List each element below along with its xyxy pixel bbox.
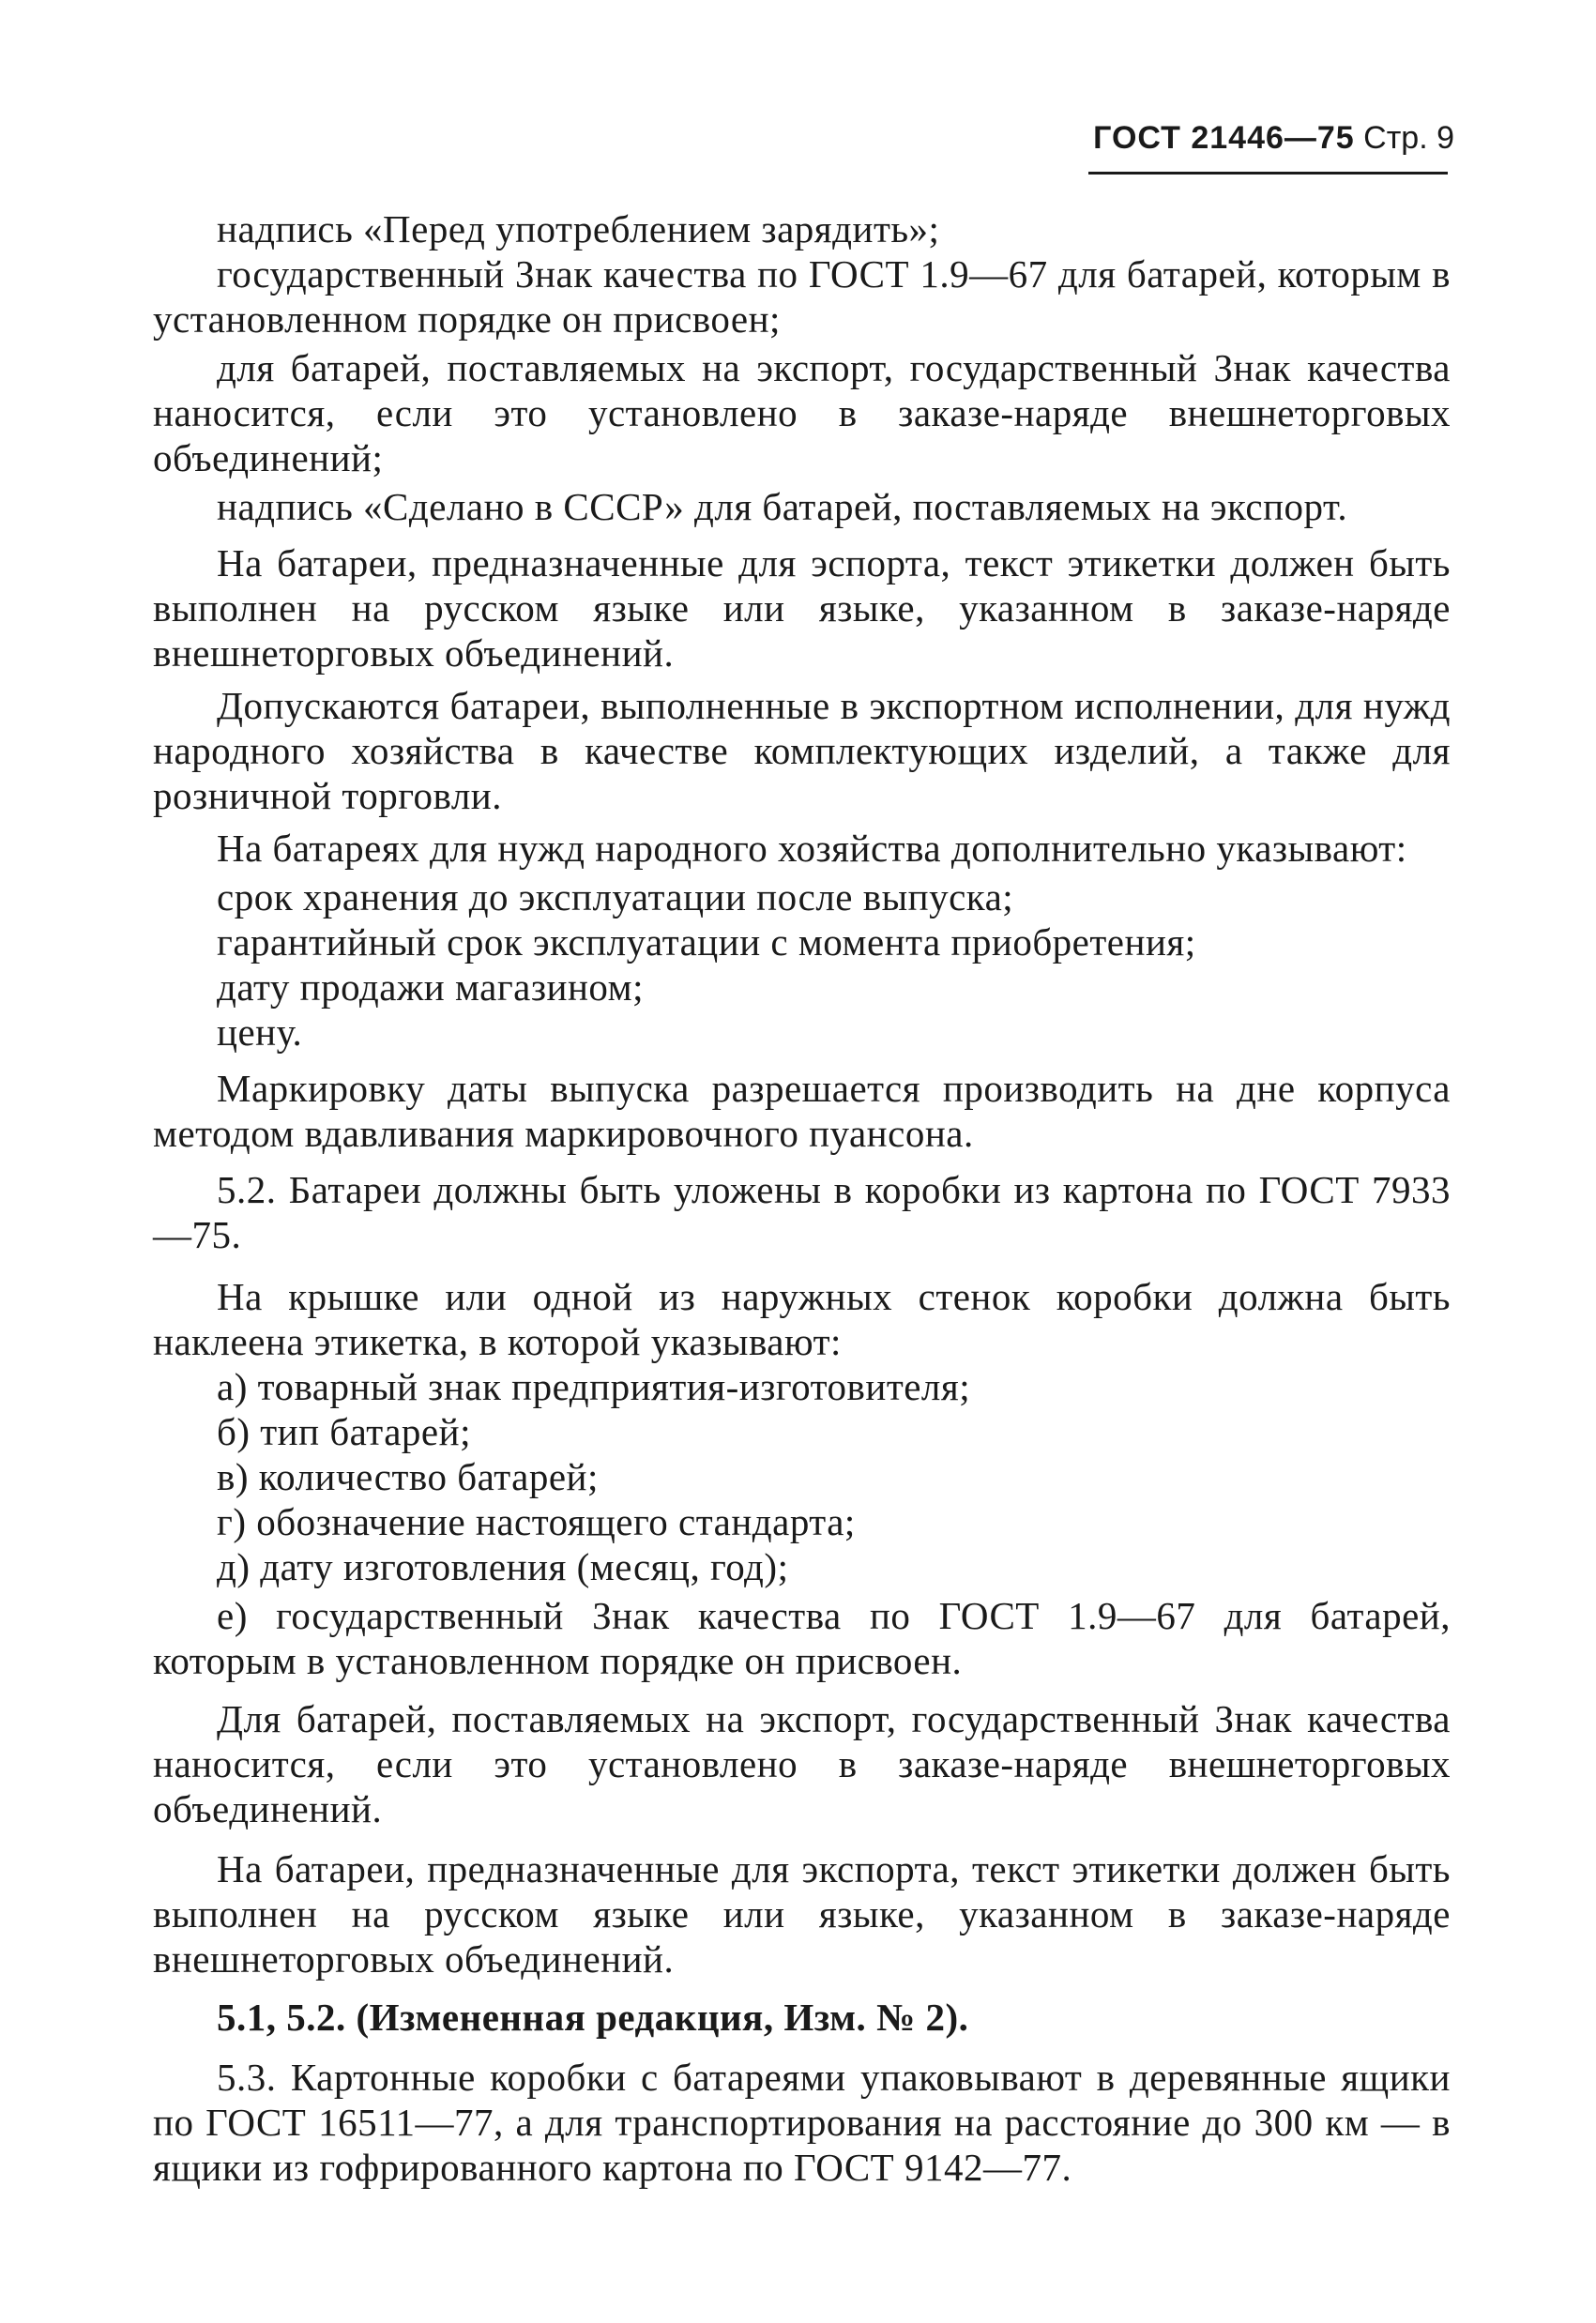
list-item: дату продажи магазином;: [217, 965, 644, 1009]
list-item: б) тип батарей;: [217, 1410, 471, 1453]
paragraph: На батареи, предназначенные для эспорта, текст этикетки должен быть выполнен на русском языке или языке, указанном в заказе-наряде внешнеторговых объединений.: [153, 541, 1451, 675]
list-item: цену.: [217, 1010, 303, 1054]
list-item: е) государственный Знак качества по ГОСТ 1.9—67 для батарей, которым в установленном порядке он присвоен.: [153, 1594, 1451, 1682]
body-text: [153, 206, 1451, 2190]
paragraph: надпись «Перед употреблением зарядить»;: [217, 207, 940, 251]
list-item: гарантийный срок эксплуатации с момента приобретения;: [217, 920, 1196, 964]
paragraph: Маркировку даты выпуска разрешается производить на дне корпуса методом вдавливания маркировочного пуансона.: [153, 1067, 1451, 1155]
list-item: а) товарный знак предприятия-изготовителя;: [217, 1365, 971, 1408]
list-item: в) количество батарей;: [217, 1455, 599, 1498]
header-rule: [1088, 172, 1448, 175]
list-item: срок хранения до эксплуатации после выпуска;: [217, 875, 1014, 919]
paragraph: надпись «Сделано в СССР» для батарей, поставляемых на экспорт.: [217, 485, 1348, 528]
paragraph: для батарей, поставляемых на экспорт, государственный Знак качества наносится, если это установлено в заказе-наряде внешнеторговых объединений;: [153, 346, 1451, 479]
paragraph: На батареях для нужд народного хозяйства дополнительно указывают:: [217, 827, 1407, 870]
paragraph: Допускаются батареи, выполненные в экспортном исполнении, для нужд народного хозяйства в качестве комплектующих изделий, а также для розничной торговли.: [153, 684, 1451, 817]
standard-number: ГОСТ 21446—75: [1093, 120, 1355, 156]
paragraph: 5.2. Батареи должны быть уложены в коробки из картона по ГОСТ 7933—75.: [153, 1168, 1451, 1256]
paragraph: Для батарей, поставляемых на экспорт, государственный Знак качества наносится, если это установлено в заказе-наряде внешнеторговых объединений.: [153, 1697, 1451, 1830]
paragraph: На крышке или одной из наружных стенок коробки должна быть наклеена этикетка, в которой указывают:: [153, 1275, 1451, 1363]
amendment-note: 5.1, 5.2. (Измененная редакция, Изм. № 2).: [217, 1996, 969, 2039]
paragraph: 5.3. Картонные коробки с батареями упаковывают в деревянные ящики по ГОСТ 16511—77, а для транспортирования на расстояние до 300 км — в ящики из гофрированного картона по ГОСТ 9142—77.: [153, 2056, 1451, 2189]
page-number: Стр. 9: [1363, 120, 1454, 156]
paragraph: На батареи, предназначенные для экспорта, текст этикетки должен быть выполнен на русском языке или языке, указанном в заказе-наряде внешнеторговых объединений.: [153, 1847, 1451, 1981]
page-header: [1088, 120, 1454, 176]
list-item: г) обозначение настоящего стандарта;: [217, 1500, 856, 1543]
list-item: д) дату изготовления (месяц, год);: [217, 1545, 789, 1588]
paragraph: государственный Знак качества по ГОСТ 1.9—67 для батарей, которым в установленном порядке он присвоен;: [153, 252, 1451, 341]
